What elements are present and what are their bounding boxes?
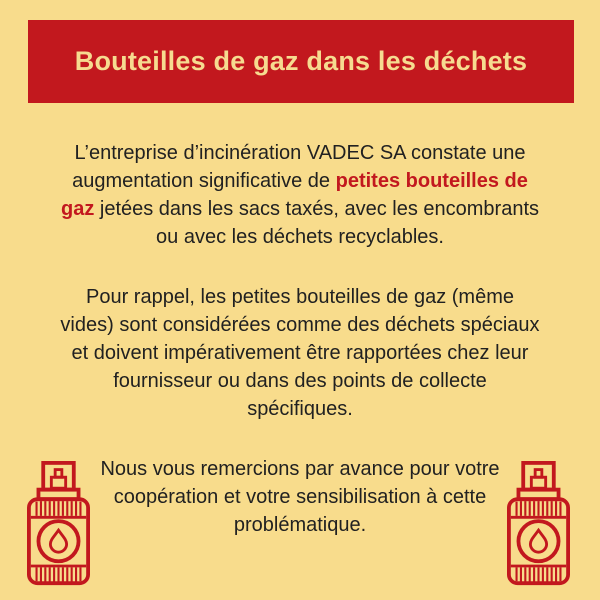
paragraph-reminder: Pour rappel, les petites bouteilles de gaz (même vides) sont considérées comme des déchets spéciaux et doivent impérativement être rapportées chez leur fournisseur ou dans des points de collecte spécifiques. — [60, 286, 540, 420]
paragraph-thanks: Nous vous remercions par avance pour votre coopération et votre sensibilisation à cette problématique. — [100, 458, 500, 536]
paragraph-intro-text-start: L’entreprise d’incinération VADEC SA constate une augmentation significative de — [72, 142, 526, 192]
title-banner — [28, 20, 574, 103]
page-title: Bouteilles de gaz dans les déchets — [74, 46, 528, 76]
gas-bottle-icon — [27, 461, 90, 587]
paragraph-intro-text-end: jetées dans les sacs taxés, avec les encombrants ou avec les déchets recyclables. — [99, 198, 539, 248]
content-area — [25, 139, 575, 571]
paragraph-intro-highlight: petites bouteilles de gaz — [60, 170, 528, 220]
gas-bottle-icon — [507, 461, 570, 587]
paragraph-intro — [25, 139, 575, 251]
